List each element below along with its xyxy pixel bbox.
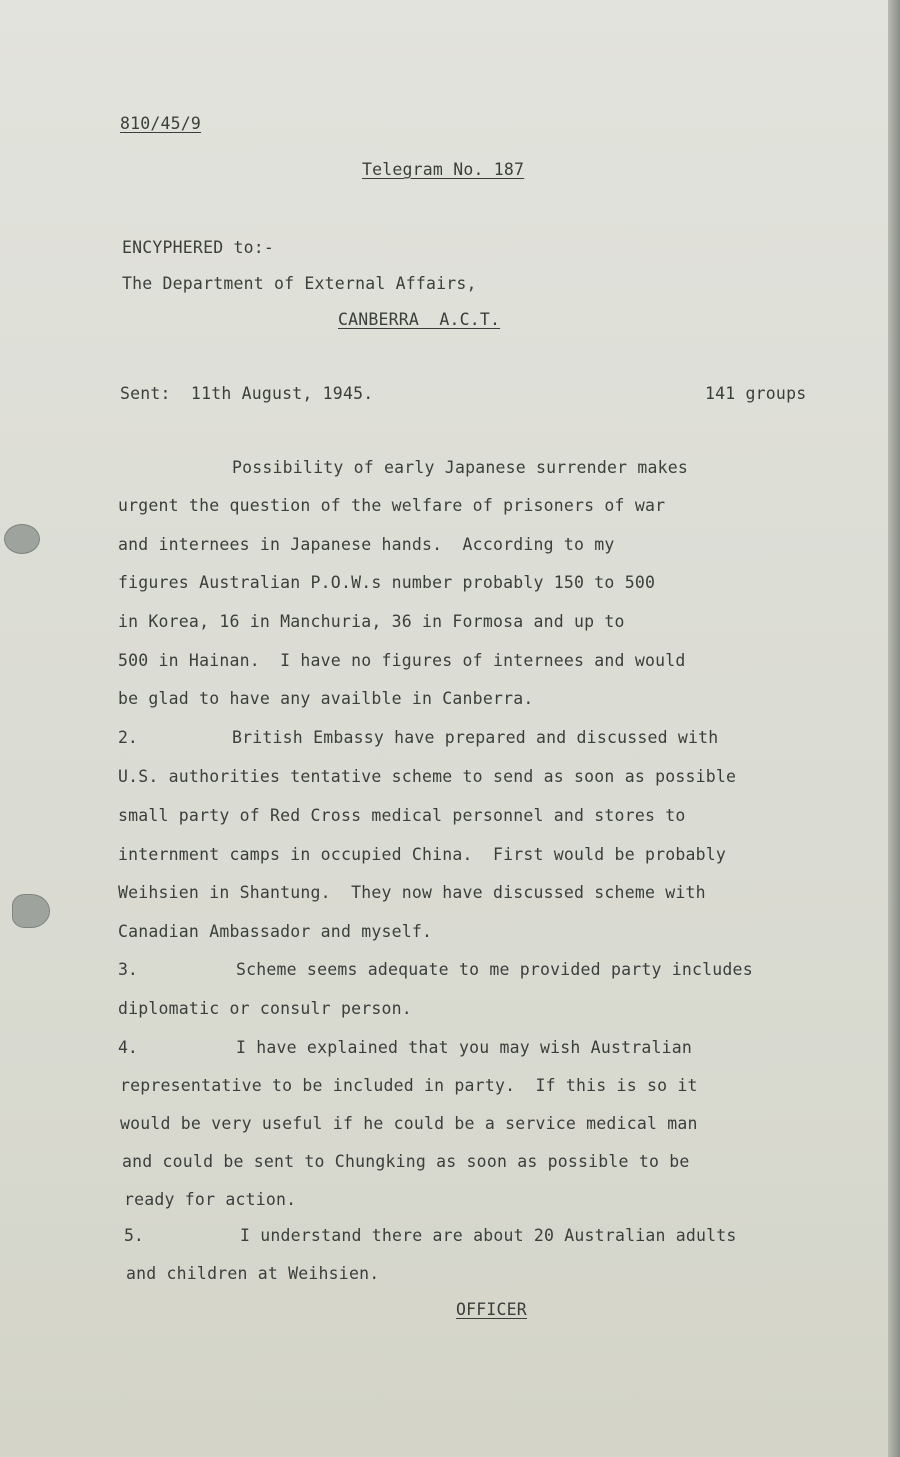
para2-line: internment camps in occupied China. First would be probably [118, 845, 727, 864]
telegram-number: Telegram No. 187 [362, 160, 525, 179]
para2-line: small party of Red Cross medical personnel and stores to [118, 806, 686, 825]
para2-line: U.S. authorities tentative scheme to send as soon as possible [118, 767, 737, 786]
para4-line: I have explained that you may wish Australian [236, 1038, 693, 1057]
para1-line: in Korea, 16 in Manchuria, 36 in Formosa and up to [118, 612, 625, 631]
para1-line: 500 in Hainan. I have no figures of internees and would [118, 651, 686, 670]
para1-line: and internees in Japanese hands. According to my [118, 535, 615, 554]
recipient: The Department of External Affairs, [122, 274, 477, 293]
file-reference: 810/45/9 [120, 114, 202, 133]
punch-hole [12, 894, 50, 928]
group-count: 141 groups [705, 384, 807, 403]
para4-line: would be very useful if he could be a service medical man [120, 1114, 698, 1133]
para2-line: Canadian Ambassador and myself. [118, 922, 433, 941]
encyphered-label: ENCYPHERED to:- [122, 238, 275, 257]
signature-officer: OFFICER [456, 1300, 527, 1319]
para1-line: Possibility of early Japanese surrender makes [232, 458, 689, 477]
para3-line: Scheme seems adequate to me provided party includes [236, 960, 753, 979]
para5-line: I understand there are about 20 Australian adults [240, 1226, 737, 1245]
sent-date: Sent: 11th August, 1945. [120, 384, 374, 403]
para2-number: 2. [118, 728, 138, 747]
para5-number: 5. [124, 1226, 144, 1245]
para1-line: be glad to have any availble in Canberra. [118, 689, 534, 708]
punch-hole [4, 524, 40, 554]
para1-line: figures Australian P.O.W.s number probably 150 to 500 [118, 573, 656, 592]
para2-line: Weihsien in Shantung. They now have discussed scheme with [118, 883, 706, 902]
para4-line: and could be sent to Chungking as soon as possible to be [122, 1152, 690, 1171]
para3-line: diplomatic or consulr person. [118, 999, 412, 1018]
page-edge [888, 0, 900, 1457]
para3-number: 3. [118, 960, 138, 979]
para4-line: ready for action. [124, 1190, 297, 1209]
recipient-location: CANBERRA A.C.T. [338, 310, 501, 329]
para2-line: British Embassy have prepared and discussed with [232, 728, 719, 747]
para4-number: 4. [118, 1038, 138, 1057]
para5-line: and children at Weihsien. [126, 1264, 380, 1283]
para1-line: urgent the question of the welfare of prisoners of war [118, 496, 666, 515]
para4-line: representative to be included in party. If this is so it [120, 1076, 698, 1095]
